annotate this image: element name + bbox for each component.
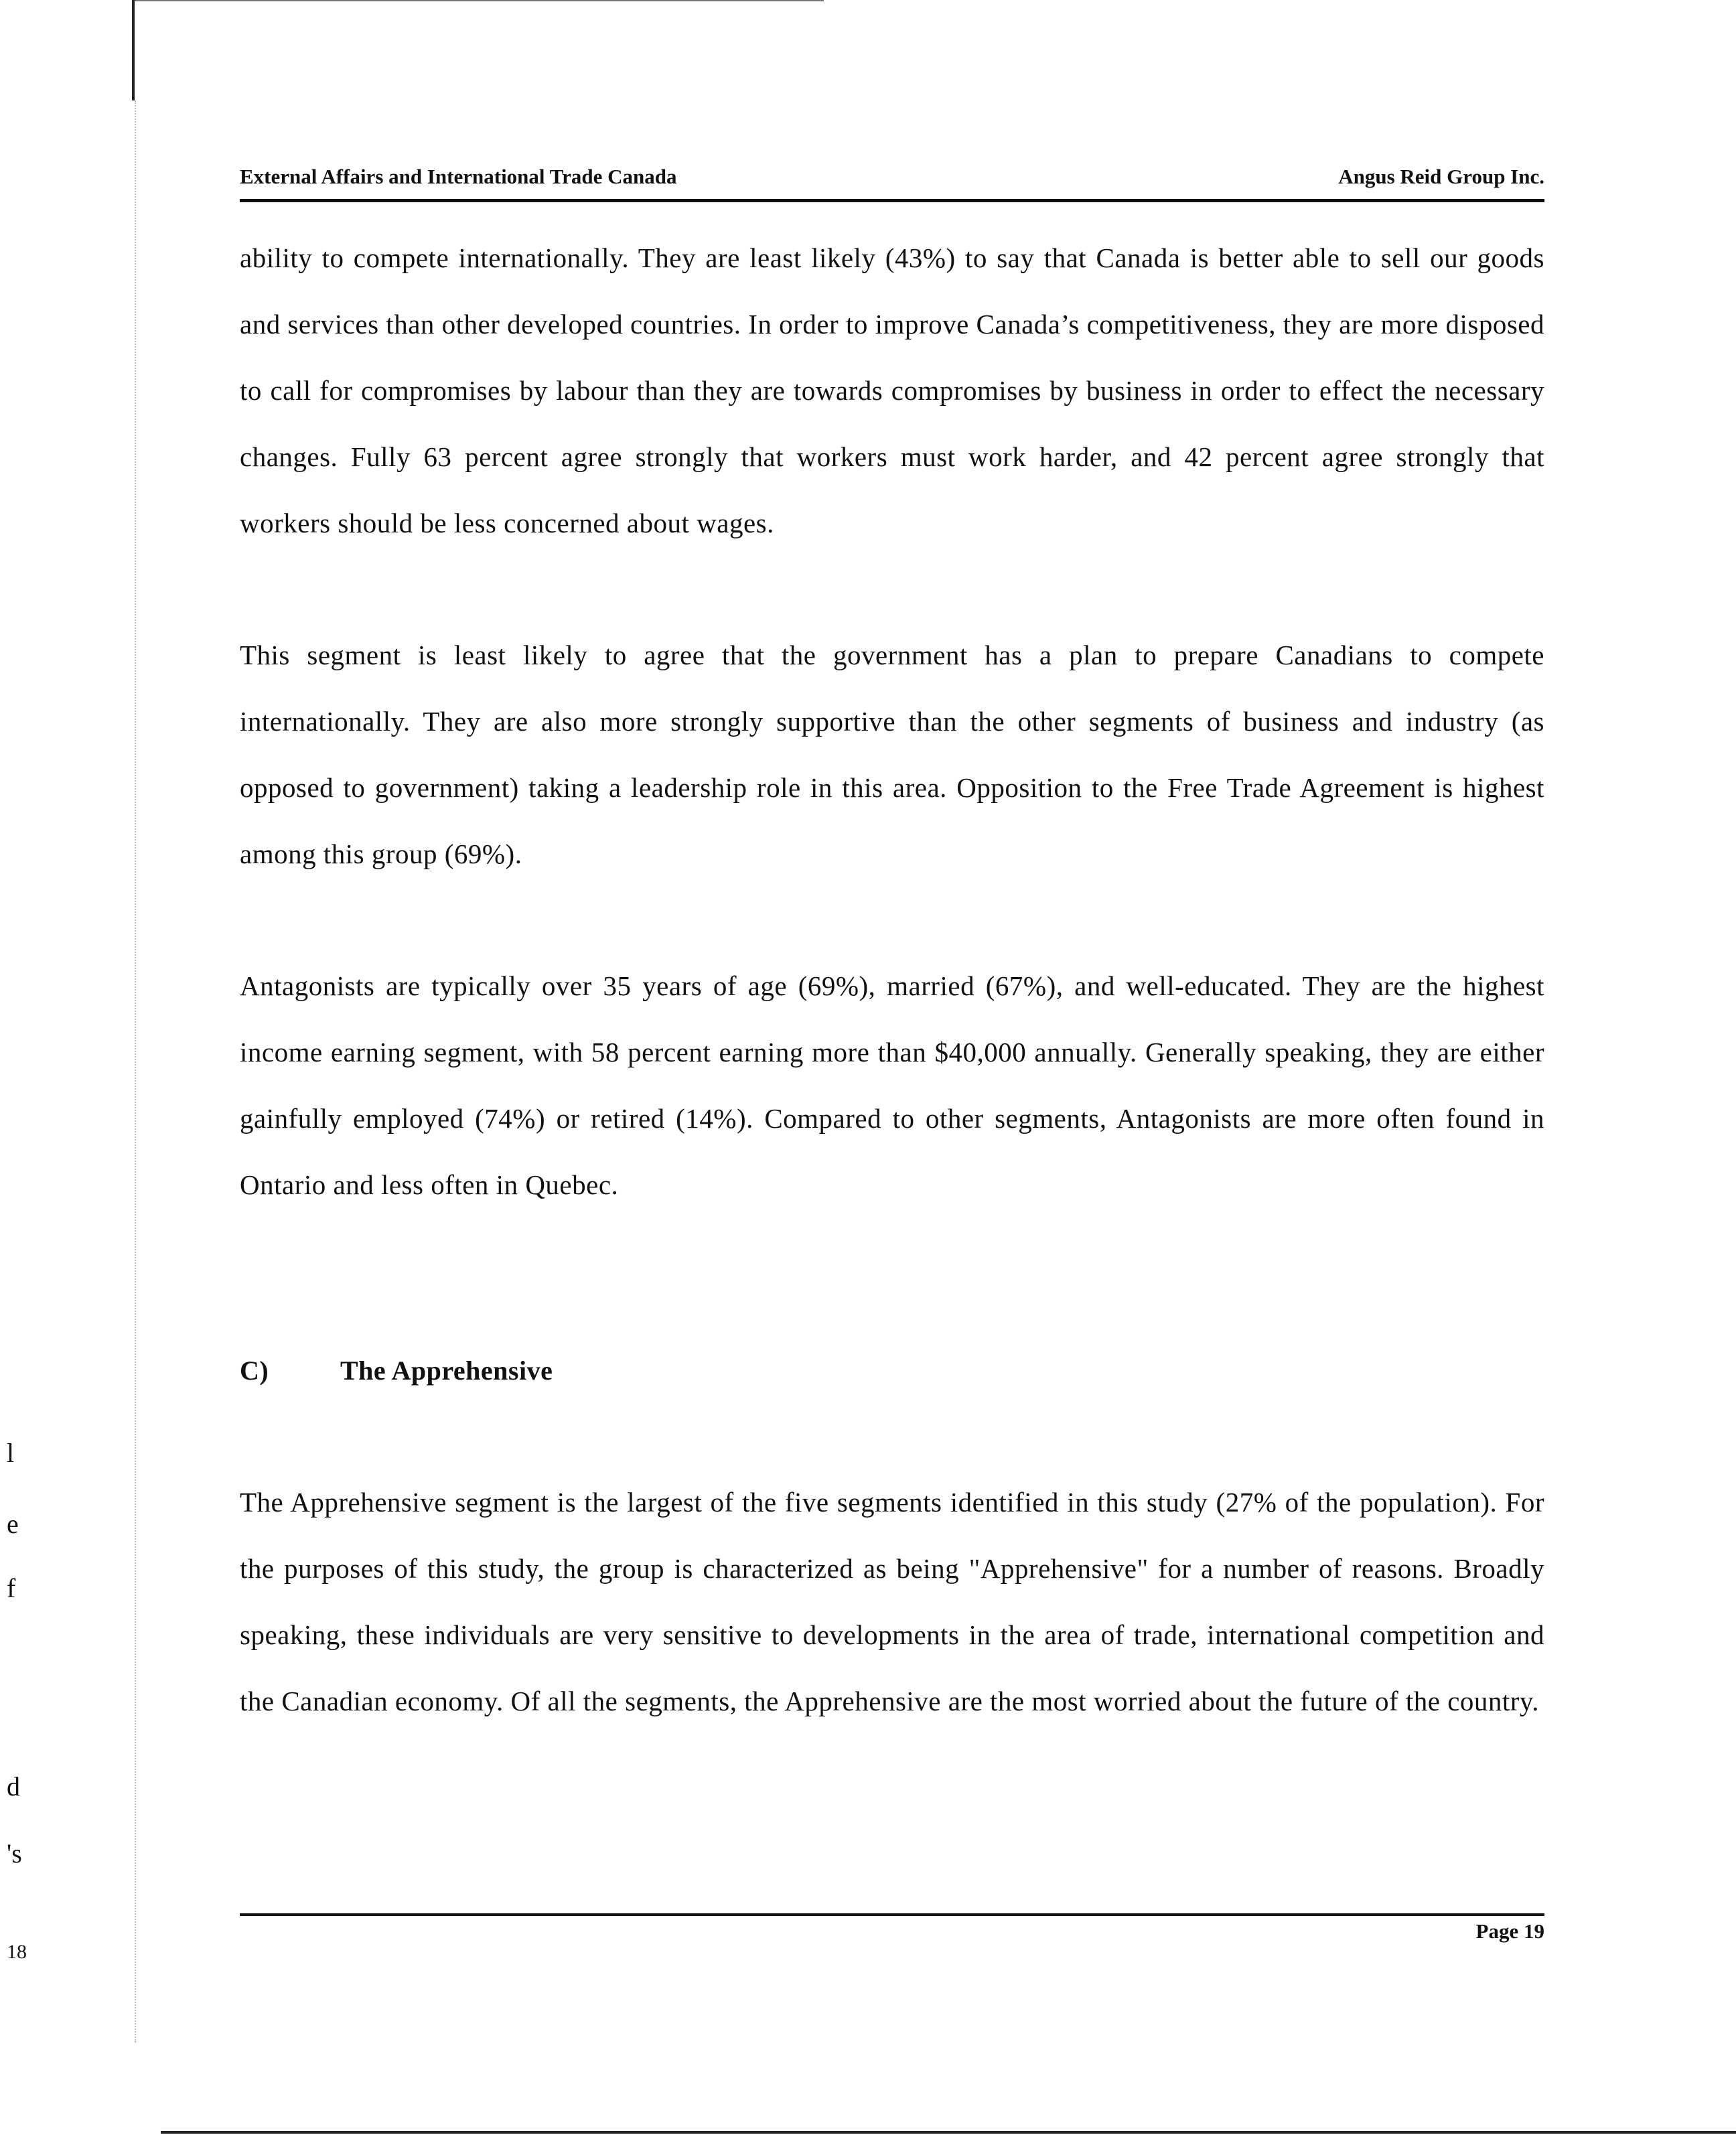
footer-rule [240, 1913, 1544, 1916]
section-heading [240, 1337, 1544, 1404]
paragraph: This segment is least likely to agree that the government has a plan to prepare Canadians to compete internationally. They are also more strongly supportive than the other segments of business and industry (as opposed to government) taking a leadership role in this area. Opposition to the Free Trade Agreement is highest among this group (69%). [240, 640, 1544, 869]
header-right: Angus Reid Group Inc. [1338, 165, 1544, 188]
header-left: External Affairs and International Trade Canada [240, 165, 677, 188]
header-rule [240, 199, 1544, 202]
scan-left-edge [132, 0, 135, 100]
section-title: The Apprehensive [340, 1355, 553, 1386]
margin-fragment: 's [7, 1838, 22, 1868]
margin-fragment: l [7, 1438, 15, 1468]
scan-bottom-rule [161, 2131, 1736, 2134]
running-header [240, 165, 1544, 193]
margin-fragment: f [7, 1573, 16, 1603]
scan-top-rule [134, 0, 824, 1]
margin-fragment: 18 [7, 1941, 27, 1963]
margin-fragment: e [7, 1509, 19, 1539]
paragraph: Antagonists are typically over 35 years of age (69%), married (67%), and well-educated. They are the highest income earning segment, with 58 percent earning more than $40,000 annually. Generally speaking, they are either gainfully employed (74%) or retired (14%). Compared to other segments, Antagonists are more often found in Ontario and less often in Quebec. [240, 970, 1544, 1200]
margin-fragment: d [7, 1771, 20, 1801]
paragraph: The Apprehensive segment is the largest of the five segments identified in this study (27% of the population). For the purposes of this study, the group is characterized as being "Apprehensive" for a number of reasons. Broadly speaking, these individuals are very sensitive to developments in the area of trade, international competition and the Canadian economy. Of all the segments, the Apprehensive are the most worried about the future of the country. [240, 1487, 1544, 1716]
section-number: C) [240, 1355, 269, 1386]
paragraph: ability to compete internationally. They are least likely (43%) to say that Canada is better able to sell our goods and services than other developed countries. In order to improve Canada’s competitiveness, they are more disposed to call for compromises by labour than they are towards compromises by business in order to effect the necessary changes. Fully 63 percent agree strongly that workers must work harder, and 42 percent agree strongly that workers should be less concerned about wages. [240, 242, 1544, 538]
scan-left-dots [135, 100, 136, 2043]
page-number: Page 19 [1475, 1919, 1544, 1943]
body-text [240, 225, 1544, 1735]
